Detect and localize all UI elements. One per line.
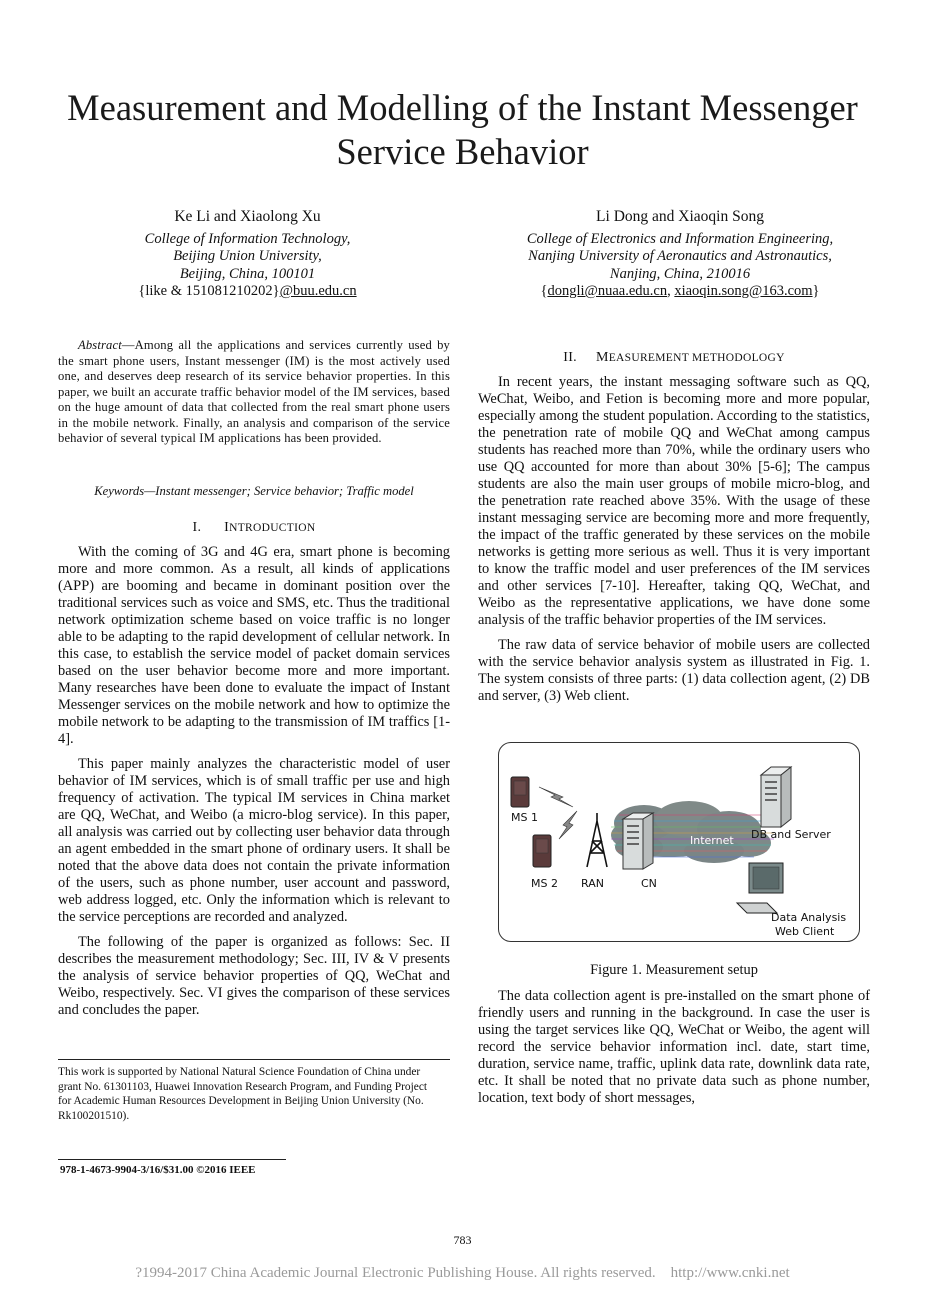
ran-tower-icon (587, 813, 607, 867)
email-suffix: } (812, 283, 820, 299)
label-web-client: Web Client (775, 925, 835, 938)
paragraph: The data collection agent is pre-installed on the smart phone of friendly users and running in the background. In case the user is using the target services like QQ, WeChat or Weibo, the agent will record the service behavior information incl. date, start time, duration, service name, traffic, uplink data rate, downlink data rate, etc. It shall be noted that no private data such as phone number, location, text body of short messages, (478, 988, 870, 1106)
email-link[interactable]: dongli@nuaa.edu.cn (547, 283, 668, 299)
label-ms1: MS 1 (511, 811, 538, 824)
abstract-text: Among all the applications and services currently used by the smart phone users, Instant messenger (IM) is the most actively used one, and deserves deep research of its service behavior properties. In this paper, we built an accurate traffic behavior model of the IM services, based on the huge amount of data that collected from the real smart phone users in the mobile network. Finally, an analysis and comparison of the service behavior of several typical IM applications has been provided. (58, 338, 450, 445)
section-title-cap: M (595, 350, 609, 365)
figure-caption: Figure 1. Measurement setup (590, 962, 758, 978)
label-cn: CN (641, 877, 657, 890)
email-prefix: {like & 151081210202} (138, 283, 280, 299)
paper-title (0, 86, 925, 174)
section-title-cap: I (224, 520, 230, 535)
section-title-rest: NTRODUCTION (229, 522, 316, 534)
email-prefix: { (540, 283, 548, 299)
introduction-body (58, 544, 450, 1027)
email-separator: , (667, 283, 675, 299)
paragraph: This paper mainly analyzes the characteristic model of user behavior of IM services, which is of small traffic per use and high frequency of activation. The typical IM services in China market are QQ, WeChat, and Weibo (a micro-blog service). In this paper, all analysis was carried out by collecting user behavior data through an agent embedded in the smart phone of ordinary users. It shall be noted that the above data does not contain the private information of the users, such as phone number, user account and password, web address logged, etc. Only the information which is relevant to the service perceptions are recorded and analyzed. (58, 756, 450, 925)
section-heading-methodology (478, 350, 870, 366)
section-title-rest: EASUREMENT METHODOLOGY (608, 352, 785, 364)
paragraph: In recent years, the instant messaging software such as QQ, WeChat, Weibo, and Fetion is becoming more and more popular, especially among the student population. According to the statistics, the penetration rate of mobile QQ and WeChat among campus students has reached more than 70%, while the ordinary users who use QQ accounted for more than about 30% [5-6]; The campus students are also the main user groups of mobile micro-blog, and the penetration rate reached above 35%. With the usage of these instant messaging service are becoming more and more frequently, the impact of the traffic generated by these services on the mobile networks is getting more serious as well. Thus it is very important to know the traffic model and user preferences of the IM services and other services [7-10]. Hereafter, taking QQ, WeChat, and Weibo as the representative applications, we have done some analysis of the traffic behavior properties of the IM services. (478, 374, 870, 628)
paragraph: The raw data of service behavior of mobile users are collected with the service behavior analysis system as illustrated in Fig. 1. The system consists of three parts: (1) data collection agent, (2) DB and server, (3) Web client. (478, 637, 870, 704)
web-client-computer-icon (737, 863, 783, 913)
author-block-right (485, 208, 875, 301)
affiliation-line: Nanjing University of Aeronautics and Astronautics, (528, 248, 832, 264)
phone-ms2-icon (533, 835, 551, 867)
email-link[interactable]: @buu.edu.cn (279, 283, 357, 299)
copyright-line: 978-1-4673-9904-3/16/$31.00 ©2016 IEEE (60, 1164, 256, 1176)
author-block-left (60, 208, 435, 301)
title-line-1: Measurement and Modelling of the Instant Messenger (67, 87, 858, 128)
page-number: 783 (453, 1233, 472, 1247)
affiliation-line: Nanjing, China, 210016 (609, 265, 751, 282)
phone-ms1-icon (511, 777, 529, 807)
label-internet: Internet (690, 834, 734, 847)
label-data-analysis: Data Analysis (771, 911, 847, 924)
keywords: Keywords—Instant messenger; Service behavior; Traffic model (94, 484, 414, 498)
db-server-icon (761, 767, 791, 827)
author-email (60, 283, 435, 301)
label-db-server: DB and Server (751, 828, 831, 841)
abstract (58, 338, 450, 447)
figure-measurement-setup (498, 742, 860, 942)
label-ms2: MS 2 (531, 877, 558, 890)
methodology-body (478, 374, 870, 713)
section-number: I. (192, 520, 202, 535)
title-line-2: Service Behavior (336, 131, 589, 172)
affiliation-line: College of Information Technology, (144, 230, 351, 247)
funding-footnote: This work is supported by National Natural Science Foundation of China under grant No. 61301103, Huawei Innovation Research Program, and Funding Project for Academic Human Resources Development in Beijing Union University (No. Rk100201510). (58, 1066, 428, 1122)
cn-server-icon (623, 813, 653, 869)
label-ran: RAN (581, 877, 604, 890)
network-diagram (499, 743, 859, 941)
footnote-rule (58, 1059, 450, 1060)
author-email (485, 283, 875, 301)
methodology-body-continued (478, 988, 870, 1115)
abstract-dash: — (121, 338, 135, 352)
author-names: Li Dong and Xiaoqin Song (596, 208, 764, 225)
affiliation-line: Beijing Union University, (173, 248, 322, 264)
abstract-label: Abstract (78, 338, 122, 352)
affiliation-line: Beijing, China, 100101 (179, 265, 316, 282)
author-names: Ke Li and Xiaolong Xu (174, 208, 321, 225)
copyright-rule (58, 1159, 286, 1160)
section-heading-introduction (58, 520, 450, 536)
email-link[interactable]: xiaoqin.song@163.com (674, 283, 813, 299)
section-number: II. (563, 350, 577, 365)
paragraph: With the coming of 3G and 4G era, smart phone is becoming more and more common. As a result, all kinds of applications (APP) are booming and became in dominant position over the traditional services such as voice and SMS, etc. Thus the traditional network optimization scheme based on voice traffic is no longer able to be adapting to the rapid development of cellular network. In this case, to establish the service model of packet domain services based on the user behavior become more and more important. Many researches have been done to evaluate the impact of Instant Messenger services on the mobile network and how to optimize the mobile network to be adapting to the transmission of IM traffics [1-4]. (58, 544, 450, 747)
wireless-signal-icon (539, 787, 577, 839)
paragraph: The following of the paper is organized as follows: Sec. II describes the measurement methodology; Sec. III, IV & V presents the analysis of service behavior properties of QQ, WeChat and Weibo, respectively. Sec. VI gives the comparison of these services and concludes the paper. (58, 934, 450, 1018)
affiliation-line: College of Electronics and Information Engineering, (526, 230, 834, 247)
watermark: ?1994-2017 China Academic Journal Electronic Publishing House. All rights reserved. http://www.cnki.net (135, 1265, 790, 1281)
